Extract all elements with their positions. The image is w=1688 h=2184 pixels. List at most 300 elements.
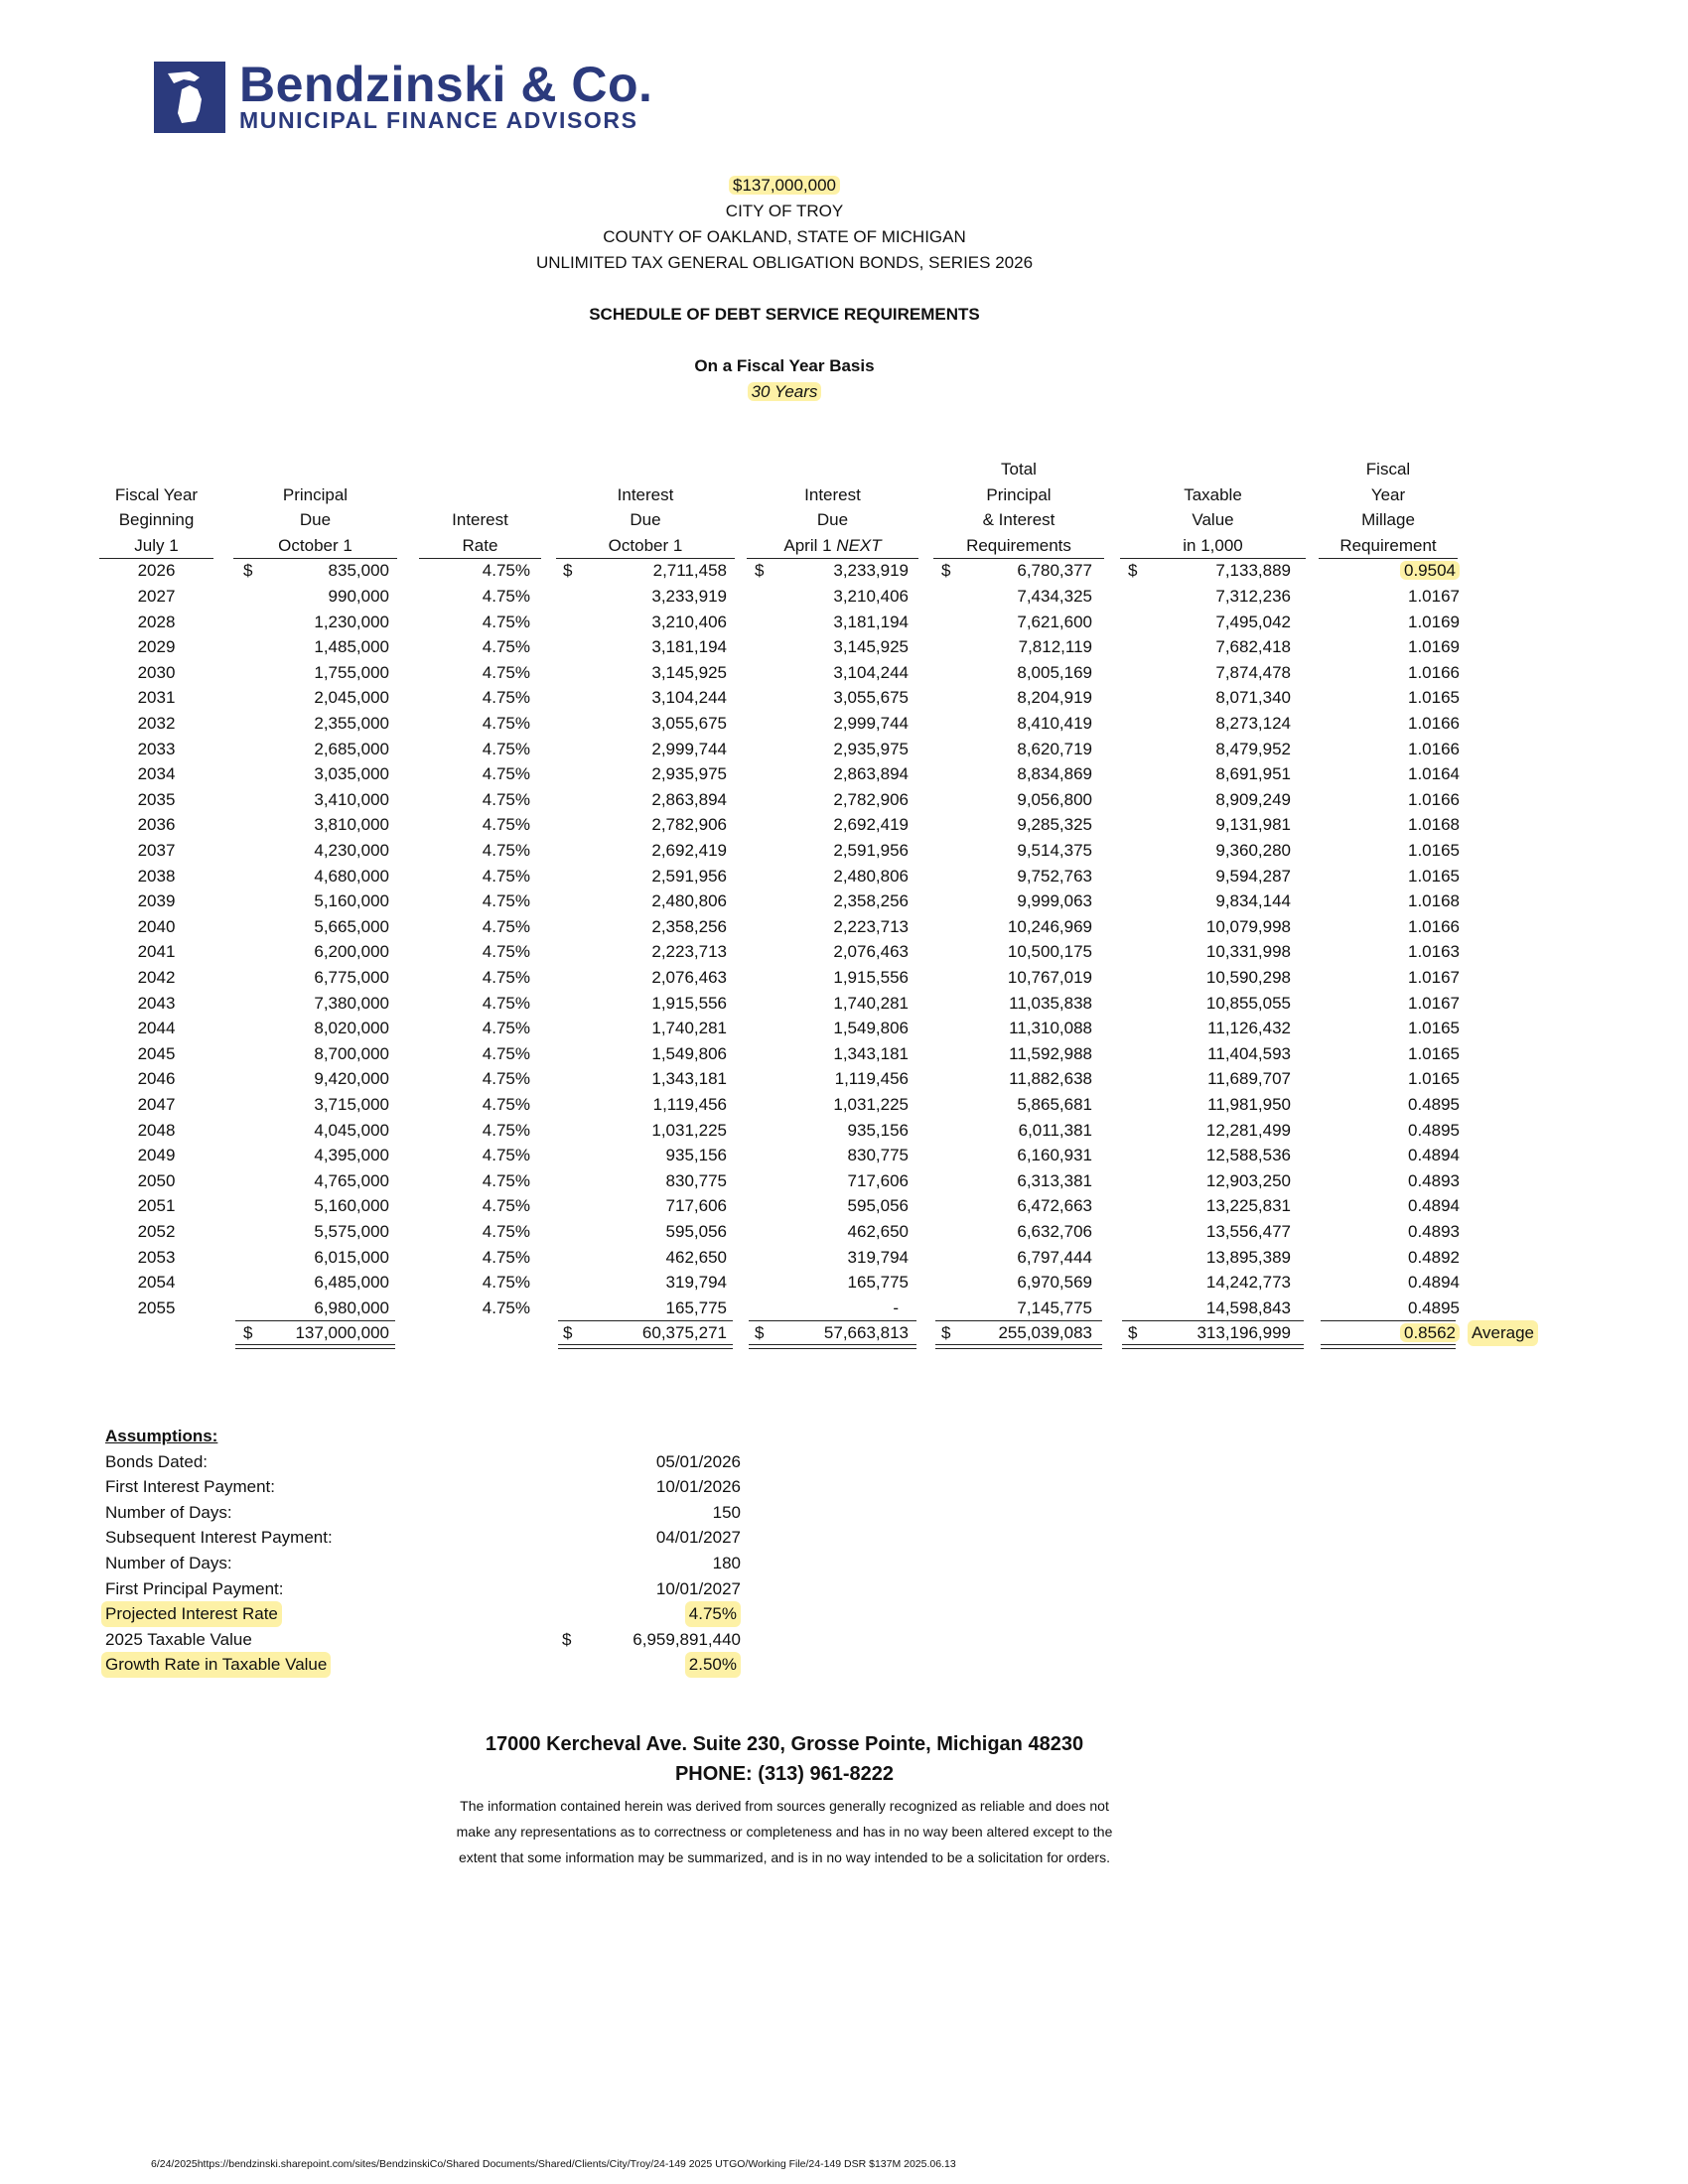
- total-cell: 6,780,377: [1017, 561, 1092, 581]
- total-top-rule: [935, 1320, 1102, 1321]
- principal-cell: 5,575,000: [314, 1222, 389, 1241]
- total-cell: 8,410,419: [1017, 714, 1092, 733]
- fiscal-year-cell: 2047: [137, 1095, 176, 1114]
- millage-cell: 1.0169: [1408, 637, 1460, 657]
- fiscal-year-cell: 2044: [137, 1019, 176, 1038]
- rate-cell: 4.75%: [482, 942, 530, 962]
- rate-cell: 4.75%: [482, 993, 530, 1013]
- term-label: 30 Years: [748, 382, 822, 401]
- rate-cell: 4.75%: [482, 714, 530, 733]
- int_apr-cell: 3,104,244: [833, 662, 909, 682]
- assumption-label: Bonds Dated:: [105, 1451, 209, 1471]
- total-cell: 5,865,681: [1017, 1095, 1092, 1114]
- table-row: [99, 685, 1549, 711]
- column-header-int_oct: [556, 482, 735, 560]
- millage-cell: 0.4893: [1408, 1222, 1460, 1241]
- total-top-rule: [749, 1320, 916, 1321]
- table-row: [99, 1016, 1549, 1041]
- principal-cell: 990,000: [328, 587, 389, 606]
- header-line: Millage: [1361, 510, 1415, 530]
- fiscal-year-cell: 2050: [137, 1170, 176, 1190]
- header-line: [747, 533, 918, 560]
- rate-cell: 4.75%: [482, 1297, 530, 1317]
- total-int_oct-cell: 60,375,271: [641, 1323, 727, 1343]
- millage-cell: 0.4894: [1408, 1146, 1460, 1165]
- int_oct-cell: 3,104,244: [651, 688, 727, 708]
- header-line: October 1: [556, 533, 735, 560]
- logo-name: Bendzinski & Co.: [239, 57, 653, 112]
- int_apr-cell: 2,358,256: [833, 891, 909, 911]
- county-name: COUNTY OF OAKLAND, STATE OF MICHIGAN: [603, 227, 966, 246]
- column-header-fy: [99, 482, 213, 560]
- taxable-cell: 11,126,432: [1207, 1019, 1291, 1038]
- int_oct-cell: 1,343,181: [651, 1069, 727, 1089]
- taxable-cell: 9,131,981: [1215, 815, 1291, 835]
- millage-cell: 0.4895: [1408, 1120, 1460, 1140]
- fiscal-year-cell: 2032: [137, 714, 176, 733]
- header-line: Interest: [617, 484, 674, 504]
- millage-cell: 1.0165: [1408, 688, 1460, 708]
- int_oct-cell: 3,145,925: [651, 662, 727, 682]
- rate-cell: 4.75%: [482, 612, 530, 631]
- assumption-row: [105, 1601, 751, 1627]
- int_apr-cell: 2,935,975: [833, 739, 909, 758]
- assumption-label: First Principal Payment:: [105, 1578, 284, 1598]
- column-header-total: [933, 457, 1104, 559]
- header-line: Year: [1370, 484, 1406, 504]
- table-row: [99, 660, 1549, 686]
- column-header-int_apr: [747, 482, 918, 560]
- int_oct-cell: 1,549,806: [651, 1043, 727, 1063]
- header-line: Due: [299, 510, 332, 530]
- taxable-cell: 7,133,889: [1215, 561, 1291, 581]
- millage-cell: 1.0165: [1408, 1069, 1460, 1089]
- taxable-cell: 9,594,287: [1215, 866, 1291, 886]
- principal-cell: 6,485,000: [314, 1273, 389, 1293]
- total-cell: 11,035,838: [1009, 993, 1092, 1013]
- millage-cell: 1.0168: [1408, 815, 1460, 835]
- total-cell: 11,882,638: [1009, 1069, 1092, 1089]
- assumption-row: [105, 1449, 751, 1475]
- millage-cell: 1.0167: [1408, 993, 1460, 1013]
- millage-cell: 1.0166: [1408, 714, 1460, 733]
- principal-cell: 8,020,000: [314, 1019, 389, 1038]
- assumptions-heading: Assumptions:: [105, 1427, 218, 1445]
- principal-cell: 4,395,000: [314, 1146, 389, 1165]
- fiscal-year-cell: 2045: [137, 1043, 176, 1063]
- assumption-value: 150: [712, 1502, 741, 1522]
- rate-cell: 4.75%: [482, 1069, 530, 1089]
- rate-cell: 4.75%: [482, 1095, 530, 1114]
- fiscal-year-cell: 2053: [137, 1247, 176, 1267]
- header-line: Value: [1192, 510, 1234, 530]
- total-millage-cell: [1271, 1320, 1460, 1346]
- int_oct-cell: 1,740,281: [651, 1019, 727, 1038]
- header-line: Fiscal Year: [114, 484, 199, 504]
- total-cell: 7,145,775: [1017, 1297, 1092, 1317]
- header-text-next: NEXT: [831, 535, 882, 555]
- total-cell: 8,204,919: [1017, 688, 1092, 708]
- int_apr-cell: 165,775: [847, 1273, 909, 1293]
- total-cell: 9,999,063: [1017, 891, 1092, 911]
- table-row: [99, 1270, 1549, 1296]
- millage-cell: 1.0165: [1408, 841, 1460, 860]
- rate-cell: 4.75%: [482, 916, 530, 936]
- assumption-value: 04/01/2027: [655, 1528, 741, 1548]
- millage-cell: 1.0166: [1408, 662, 1460, 682]
- principal-cell: 4,230,000: [314, 841, 389, 860]
- int_oct-cell: 830,775: [665, 1170, 727, 1190]
- bond-title: UNLIMITED TAX GENERAL OBLIGATION BONDS, SERIES 2026: [535, 253, 1034, 272]
- table-row: [99, 634, 1549, 660]
- assumption-row: [105, 1474, 751, 1500]
- total-double-rule: [235, 1344, 395, 1349]
- fiscal-year-cell: 2043: [137, 993, 176, 1013]
- int_oct-cell: 2,480,806: [651, 891, 727, 911]
- dollar-sign: $: [941, 1323, 951, 1343]
- taxable-cell: 10,855,055: [1205, 993, 1291, 1013]
- principal-cell: 6,200,000: [314, 942, 389, 962]
- taxable-cell: 11,404,593: [1207, 1043, 1291, 1063]
- table-row: [99, 1041, 1549, 1067]
- fiscal-year-cell: 2054: [137, 1273, 176, 1293]
- taxable-cell: 12,281,499: [1205, 1120, 1291, 1140]
- assumption-value: 10/01/2026: [655, 1477, 741, 1497]
- taxable-cell: 11,689,707: [1207, 1069, 1291, 1089]
- taxable-cell: 8,909,249: [1215, 789, 1291, 809]
- principal-cell: 1,755,000: [314, 662, 389, 682]
- taxable-cell: 13,225,831: [1205, 1196, 1291, 1216]
- header-line: Due: [630, 510, 661, 530]
- millage-cell: 1.0167: [1408, 587, 1460, 606]
- int_apr-cell: 3,233,919: [833, 561, 909, 581]
- int_oct-cell: 1,915,556: [651, 993, 727, 1013]
- fiscal-year-cell: 2040: [137, 916, 176, 936]
- disclaimer-line: extent that some information may be summarized, and is in no way intended to be a solicitation for orders.: [458, 1849, 1110, 1865]
- total-cell: 9,752,763: [1017, 866, 1092, 886]
- rate-cell: 4.75%: [482, 1170, 530, 1190]
- header-line: July 1: [99, 533, 213, 560]
- table-row: [99, 584, 1549, 610]
- rate-cell: 4.75%: [482, 1043, 530, 1063]
- disclaimer-line: make any representations as to correctness or completeness and has in no way been altered except to the: [456, 1824, 1113, 1840]
- assumption-label: Growth Rate in Taxable Value: [101, 1652, 331, 1678]
- int_apr-cell: 1,031,225: [833, 1095, 909, 1114]
- total-cell: 8,834,869: [1017, 764, 1092, 784]
- fiscal-year-cell: 2049: [137, 1146, 176, 1165]
- header-line: Interest: [804, 484, 861, 504]
- total-principal-cell: 137,000,000: [295, 1323, 389, 1343]
- rate-cell: 4.75%: [482, 637, 530, 657]
- assumption-label: Number of Days:: [105, 1502, 232, 1522]
- rate-cell: 4.75%: [482, 662, 530, 682]
- dollar-sign: $: [563, 1323, 573, 1343]
- principal-cell: 5,160,000: [314, 1196, 389, 1216]
- taxable-cell: 12,588,536: [1205, 1146, 1291, 1165]
- header-line: Fiscal: [1365, 460, 1411, 478]
- int_oct-cell: 2,863,894: [651, 789, 727, 809]
- int_oct-cell: 2,076,463: [651, 968, 727, 987]
- total-cell: 7,812,119: [1018, 637, 1092, 657]
- int_oct-cell: 2,782,906: [651, 815, 727, 835]
- rate-cell: 4.75%: [482, 764, 530, 784]
- assumption-row: [105, 1525, 751, 1551]
- header-line: Rate: [419, 533, 541, 560]
- table-row: [99, 1219, 1549, 1245]
- int_oct-cell: 2,999,744: [651, 739, 727, 758]
- millage-cell: 1.0167: [1408, 968, 1460, 987]
- rate-cell: 4.75%: [482, 866, 530, 886]
- int_apr-cell: 2,863,894: [833, 764, 909, 784]
- int_apr-cell: 595,056: [847, 1196, 909, 1216]
- int_apr-cell: 3,210,406: [833, 587, 909, 606]
- file-path: 6/24/2025https://bendzinski.sharepoint.com/sites/BendzinskiCo/Shared Documents/Shared/Clients/City/Troy/24-149 2025 UTGO/Working File/24-149 DSR $137M 2025.06.13: [151, 2158, 956, 2170]
- total-double-rule: [749, 1344, 916, 1349]
- millage-cell: 0.4894: [1408, 1196, 1460, 1216]
- int_oct-cell: 595,056: [665, 1222, 727, 1241]
- average-millage: 0.8562: [1400, 1323, 1460, 1342]
- millage-cell: 1.0165: [1408, 1019, 1460, 1038]
- header-line: Total: [1001, 460, 1037, 478]
- int_apr-cell: 2,223,713: [833, 916, 909, 936]
- assumption-label: First Interest Payment:: [105, 1477, 275, 1497]
- table-row: [99, 864, 1549, 889]
- table-row: [99, 1296, 1549, 1321]
- rate-cell: 4.75%: [482, 1222, 530, 1241]
- header-line: Beginning: [118, 510, 195, 530]
- michigan-map-icon: [154, 62, 225, 133]
- taxable-cell: 12,903,250: [1205, 1170, 1291, 1190]
- principal-cell: 3,410,000: [314, 789, 389, 809]
- principal-cell: 2,045,000: [314, 688, 389, 708]
- int_oct-cell: 2,358,256: [651, 916, 727, 936]
- assumption-row: [105, 1627, 751, 1653]
- fiscal-year-cell: 2042: [137, 968, 176, 987]
- int_oct-cell: 3,055,675: [651, 714, 727, 733]
- table-row: [99, 610, 1549, 635]
- taxable-cell: 11,981,950: [1207, 1095, 1291, 1114]
- fiscal-year-cell: 2055: [137, 1297, 176, 1317]
- int_apr-cell: 2,591,956: [833, 841, 909, 860]
- dollar-sign: $: [562, 1629, 572, 1649]
- assumption-value: 180: [712, 1553, 741, 1572]
- column-header-millage: [1319, 457, 1458, 559]
- taxable-cell: 9,834,144: [1215, 891, 1291, 911]
- total-cell: 10,246,969: [1007, 916, 1092, 936]
- fiscal-year-cell: 2052: [137, 1222, 176, 1241]
- taxable-cell: 14,598,843: [1205, 1297, 1291, 1317]
- int_apr-cell: 2,480,806: [833, 866, 909, 886]
- principal-cell: 4,680,000: [314, 866, 389, 886]
- column-header-rate: [419, 507, 541, 559]
- table-row: [99, 914, 1549, 940]
- int_apr-cell: 319,794: [847, 1247, 909, 1267]
- int_apr-cell: 2,692,419: [833, 815, 909, 835]
- int_oct-cell: 3,210,406: [651, 612, 727, 631]
- dollar-sign: $: [1128, 561, 1138, 581]
- principal-cell: 5,665,000: [314, 916, 389, 936]
- header-line: Due: [816, 510, 849, 530]
- schedule-title: SCHEDULE OF DEBT SERVICE REQUIREMENTS: [589, 305, 980, 324]
- footer-contact: [0, 1729, 1569, 1789]
- taxable-cell: 7,682,418: [1215, 637, 1291, 657]
- fiscal-year-cell: 2036: [137, 815, 176, 835]
- int_oct-cell: 2,692,419: [651, 841, 727, 860]
- city-name: CITY OF TROY: [725, 202, 844, 220]
- taxable-cell: 13,895,389: [1205, 1247, 1291, 1267]
- fiscal-year-cell: 2034: [137, 764, 176, 784]
- total-cell: 8,620,719: [1017, 739, 1092, 758]
- table-row: [99, 1092, 1549, 1118]
- header-line: Principal: [986, 484, 1052, 504]
- logo-subtitle: MUNICIPAL FINANCE ADVISORS: [239, 107, 638, 133]
- header-line: Requirements: [933, 533, 1104, 560]
- rate-cell: 4.75%: [482, 739, 530, 758]
- principal-cell: 6,980,000: [314, 1297, 389, 1317]
- principal-cell: 7,380,000: [314, 993, 389, 1013]
- int_apr-cell: 1,343,181: [833, 1043, 909, 1063]
- fiscal-year-cell: 2048: [137, 1120, 176, 1140]
- fiscal-year-cell: 2051: [137, 1196, 176, 1216]
- fiscal-year-cell: 2041: [137, 942, 176, 962]
- bond-amount: $137,000,000: [729, 176, 840, 195]
- assumption-label: Projected Interest Rate: [101, 1601, 282, 1627]
- taxable-cell: 8,273,124: [1215, 714, 1291, 733]
- rate-cell: 4.75%: [482, 968, 530, 987]
- total-cell: 6,797,444: [1017, 1247, 1092, 1267]
- millage-cell: 1.0166: [1408, 789, 1460, 809]
- principal-cell: 6,015,000: [314, 1247, 389, 1267]
- int_apr-cell: 830,775: [847, 1146, 909, 1165]
- millage-cell: 1.0165: [1408, 1043, 1460, 1063]
- totals-row: [99, 1320, 1549, 1346]
- int_apr-cell: -: [893, 1297, 899, 1317]
- int_oct-cell: 1,031,225: [651, 1120, 727, 1140]
- table-row: [99, 812, 1549, 838]
- table-row: [99, 1193, 1549, 1219]
- int_oct-cell: 2,591,956: [651, 866, 727, 886]
- principal-cell: 3,715,000: [314, 1095, 389, 1114]
- total-cell: 6,160,931: [1017, 1146, 1092, 1165]
- principal-cell: 9,420,000: [314, 1069, 389, 1089]
- millage-cell: 0.4893: [1408, 1170, 1460, 1190]
- taxable-cell: 8,691,951: [1215, 764, 1291, 784]
- rate-cell: 4.75%: [482, 1247, 530, 1267]
- dollar-sign: $: [563, 561, 573, 581]
- millage-cell: 0.4895: [1408, 1095, 1460, 1114]
- principal-cell: 2,355,000: [314, 714, 389, 733]
- assumption-row: [105, 1500, 751, 1526]
- principal-cell: 2,685,000: [314, 739, 389, 758]
- table-row: [99, 965, 1549, 991]
- total-double-rule: [935, 1344, 1102, 1349]
- principal-cell: 835,000: [328, 561, 389, 581]
- int_oct-cell: 165,775: [665, 1297, 727, 1317]
- header-line: Taxable: [1184, 484, 1242, 504]
- rate-cell: 4.75%: [482, 815, 530, 835]
- table-row: [99, 787, 1549, 813]
- company-logo: [154, 57, 653, 133]
- address: 17000 Kercheval Ave. Suite 230, Grosse Pointe, Michigan 48230: [485, 1733, 1084, 1755]
- table-row: [99, 1143, 1549, 1168]
- basis-label: On a Fiscal Year Basis: [694, 356, 875, 375]
- total-cell: 11,310,088: [1009, 1019, 1092, 1038]
- int_apr-cell: 935,156: [847, 1120, 909, 1140]
- principal-cell: 1,230,000: [314, 612, 389, 631]
- dollar-sign: $: [941, 561, 951, 581]
- rate-cell: 4.75%: [482, 841, 530, 860]
- millage-highlight: 0.9504: [1400, 561, 1460, 580]
- int_oct-cell: 935,156: [665, 1146, 727, 1165]
- total-cell: 6,970,569: [1017, 1273, 1092, 1293]
- assumption-value: 6,959,891,440: [633, 1629, 741, 1649]
- total-cell: 10,767,019: [1007, 968, 1092, 987]
- taxable-cell: 10,331,998: [1205, 942, 1291, 962]
- int_apr-cell: 3,181,194: [833, 612, 909, 631]
- taxable-cell: 10,590,298: [1205, 968, 1291, 987]
- taxable-cell: 8,479,952: [1215, 739, 1291, 758]
- millage-cell: 1.0165: [1408, 866, 1460, 886]
- assumption-row: [105, 1576, 751, 1602]
- total-cell: 6,011,381: [1018, 1120, 1092, 1140]
- total-cell: 8,005,169: [1017, 662, 1092, 682]
- table-row: [99, 939, 1549, 965]
- assumption-value: 2.50%: [685, 1652, 741, 1678]
- int_apr-cell: 3,055,675: [833, 688, 909, 708]
- total-taxable-cell: 313,196,999: [1196, 1323, 1291, 1343]
- fiscal-year-cell: 2046: [137, 1069, 176, 1089]
- total-cell: 7,434,325: [1017, 587, 1092, 606]
- principal-cell: 3,035,000: [314, 764, 389, 784]
- int_apr-cell: 2,782,906: [833, 789, 909, 809]
- total-cell: 6,632,706: [1017, 1222, 1092, 1241]
- rate-cell: 4.75%: [482, 561, 530, 581]
- int_apr-cell: 1,549,806: [833, 1019, 909, 1038]
- assumption-label: Number of Days:: [105, 1553, 232, 1572]
- table-row: [99, 888, 1549, 914]
- header-line: Principal: [282, 484, 349, 504]
- fiscal-year-cell: 2033: [137, 739, 176, 758]
- principal-cell: 6,775,000: [314, 968, 389, 987]
- total-double-rule: [558, 1344, 733, 1349]
- taxable-cell: 7,312,236: [1215, 587, 1291, 606]
- dollar-sign: $: [755, 1323, 765, 1343]
- int_apr-cell: 2,999,744: [833, 714, 909, 733]
- fiscal-year-cell: 2027: [137, 587, 176, 606]
- dollar-sign: $: [243, 561, 253, 581]
- table-row: [99, 558, 1549, 584]
- millage-cell: 0.4895: [1408, 1297, 1460, 1317]
- table-row: [99, 991, 1549, 1017]
- millage-cell: 0.4892: [1408, 1247, 1460, 1267]
- int_apr-cell: 2,076,463: [833, 942, 909, 962]
- principal-cell: 5,160,000: [314, 891, 389, 911]
- int_oct-cell: 462,650: [665, 1247, 727, 1267]
- rate-cell: 4.75%: [482, 1273, 530, 1293]
- total-double-rule: [1321, 1344, 1456, 1349]
- dollar-sign: $: [755, 561, 765, 581]
- int_oct-cell: 1,119,456: [652, 1095, 727, 1114]
- int_apr-cell: 717,606: [847, 1170, 909, 1190]
- int_oct-cell: 319,794: [665, 1273, 727, 1293]
- table-row: [99, 1245, 1549, 1271]
- principal-cell: 3,810,000: [314, 815, 389, 835]
- header-line: in 1,000: [1120, 533, 1306, 560]
- table-row: [99, 737, 1549, 762]
- int_oct-cell: 3,233,919: [651, 587, 727, 606]
- fiscal-year-cell: 2035: [137, 789, 176, 809]
- fiscal-year-cell: 2029: [137, 637, 176, 657]
